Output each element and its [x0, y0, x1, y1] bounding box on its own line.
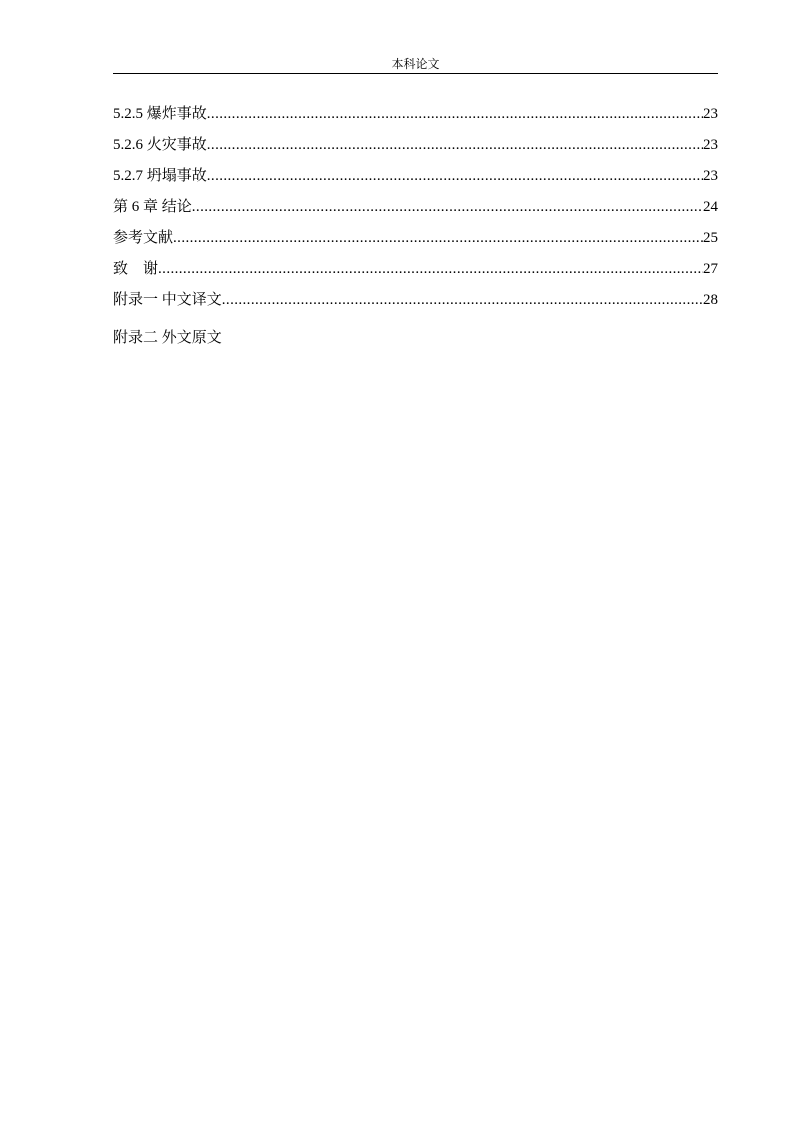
toc-entry-5-2-5[interactable]: [113, 94, 718, 125]
toc-entry-page-number: 27: [703, 261, 718, 277]
toc-entry-label: 5.2.7 坍塌事故: [113, 168, 207, 184]
toc-entry-page-number: 23: [703, 168, 718, 184]
toc-entry-5-2-6[interactable]: [113, 125, 718, 156]
toc-entry-references[interactable]: [113, 218, 718, 249]
toc-entry-page-number: 23: [703, 137, 718, 153]
dot-leader: [207, 134, 703, 156]
dot-leader: [173, 227, 703, 249]
dot-leader: [192, 196, 703, 218]
dot-leader: [158, 258, 703, 280]
toc-entry-label: 5.2.5 爆炸事故: [113, 106, 207, 122]
toc-entry-label: 参考文献: [113, 230, 174, 246]
toc-entry-label: 附录二 外文原文: [113, 330, 222, 346]
dot-leader: [207, 165, 703, 187]
toc-entry-label: 附录一 中文译文: [113, 292, 222, 308]
running-header: 本科论文: [391, 57, 440, 71]
toc-entry-appendix-2[interactable]: [113, 311, 718, 349]
toc-entry-appendix-1[interactable]: [113, 280, 718, 311]
toc-entry-chapter-6[interactable]: [113, 187, 718, 218]
table-of-contents: [113, 94, 718, 349]
header-rule: [113, 73, 718, 74]
dot-leader: [207, 103, 703, 125]
toc-entry-acknowledgements[interactable]: [113, 249, 718, 280]
toc-entry-label: 致 谢: [113, 261, 159, 277]
toc-entry-page-number: 28: [703, 292, 718, 308]
toc-entry-label: 5.2.6 火灾事故: [113, 137, 207, 153]
toc-entry-page-number: 24: [703, 199, 718, 215]
toc-entry-page-number: 25: [703, 230, 718, 246]
dot-leader: [222, 289, 703, 311]
toc-entry-label: 第 6 章 结论: [113, 199, 192, 215]
toc-entry-page-number: 23: [703, 106, 718, 122]
toc-entry-5-2-7[interactable]: [113, 156, 718, 187]
